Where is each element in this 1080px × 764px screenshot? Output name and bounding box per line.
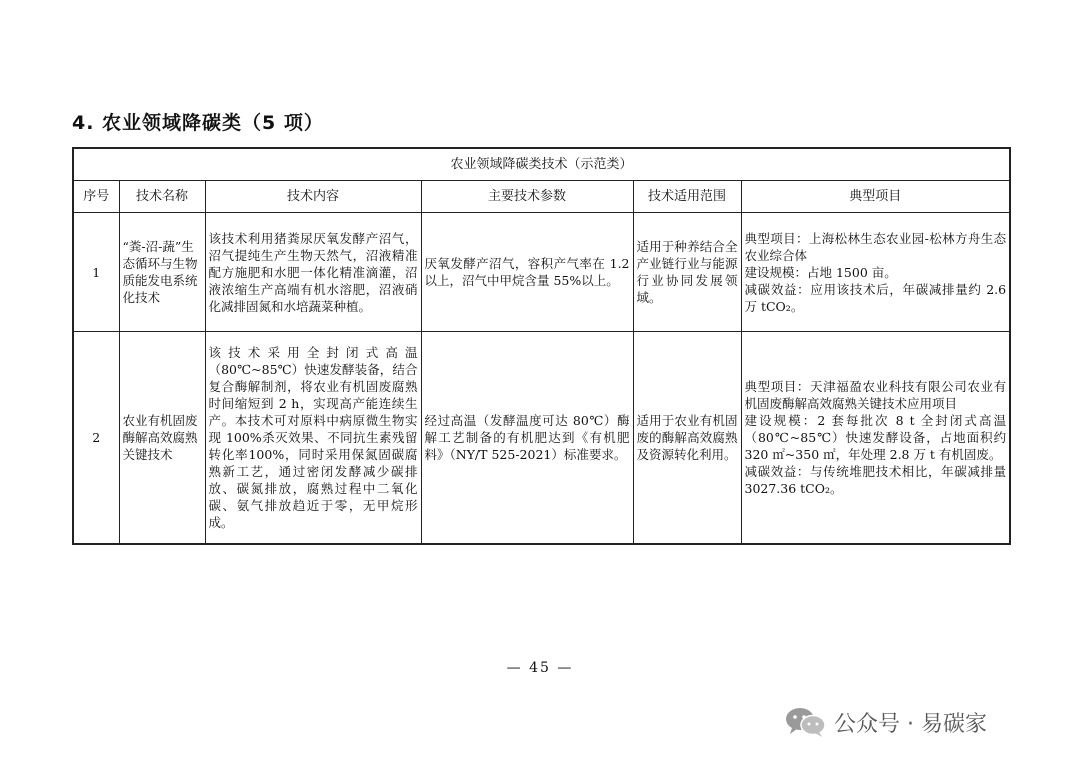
row-params: 经过高温（发酵温度可达 80℃）酶解工艺制备的有机肥达到《有机肥料》（NY/T 525-2021）标准要求。 bbox=[421, 332, 633, 545]
table-row bbox=[73, 332, 1010, 545]
row-index: 2 bbox=[73, 332, 119, 545]
row-scope: 适用于农业有机固废的酶解高效腐熟及资源转化利用。 bbox=[633, 332, 741, 545]
row-params: 厌氧发酵产沼气，容积产气率在 1.2 以上，沼气中甲烷含量 55%以上。 bbox=[421, 213, 633, 332]
wechat-icon bbox=[784, 706, 828, 738]
row-tech-name: 农业有机固废酶解高效腐熟关键技术 bbox=[119, 332, 205, 545]
row-tech-name: “粪-沼-蔬”生态循环与生物质能发电系统化技术 bbox=[119, 213, 205, 332]
row-content: 该技术采用全封闭式高温（80℃~85℃）快速发酵装备，结合复合酶解制剂，将农业有机固废腐熟时间缩短到 2 h，实现高产能连续生产。本技术可对原料中病原微生物实现 100%杀灭效果、不同抗生素残留转化率100%，同时采用保氮固碳腐熟新工艺，通过密闭发酵减少碳排放、碳氮排放，腐熟过程中二氧化碳、氨气排放趋近于零，无甲烷形成。 bbox=[205, 332, 421, 545]
row-content: 该技术利用猪粪尿厌氧发酵产沼气，沼气提纯生产生物天然气，沼液精准配方施肥和水肥一体化精准滴灌，沼液浓缩生产高端有机水溶肥，沼液硝化减排固氮和水培蔬菜种植。 bbox=[205, 213, 421, 332]
row-scope: 适用于种养结合全产业链行业与能源行业协同发展领域。 bbox=[633, 213, 741, 332]
table-row bbox=[73, 213, 1010, 332]
watermark-text: 公众号 · 易碳家 bbox=[834, 711, 987, 737]
row-project: 典型项目：天津福盈农业科技有限公司农业有机固废酶解高效腐熟关键技术应用项目 建设规模：2 套每批次 8 t 全封闭式高温（80℃~85℃）快速发酵设备，占地面积约 320 ㎡~350 ㎡，年处理 2.8 万 t 有机固废。 减碳效益：与传统堆肥技术相比，年碳减排量 3027.36 tCO₂。 bbox=[741, 332, 1010, 545]
watermark bbox=[784, 706, 987, 738]
page-number: — 45 — bbox=[506, 660, 574, 676]
header-name: 技术名称 bbox=[119, 181, 205, 213]
technology-table bbox=[72, 147, 1011, 545]
header-params: 主要技术参数 bbox=[421, 181, 633, 213]
header-scope: 技术适用范围 bbox=[633, 181, 741, 213]
header-index: 序号 bbox=[73, 181, 119, 213]
row-index: 1 bbox=[73, 213, 119, 332]
table-caption: 农业领域降碳类技术（示范类） bbox=[73, 148, 1010, 181]
header-project: 典型项目 bbox=[741, 181, 1010, 213]
section-heading: 4. 农业领域降碳类（5 项） bbox=[72, 112, 324, 134]
header-content: 技术内容 bbox=[205, 181, 421, 213]
row-project: 典型项目：上海松林生态农业园-松林方舟生态农业综合体 建设规模：占地 1500 亩。 减碳效益：应用该技术后，年碳减排量约 2.6 万 tCO₂。 bbox=[741, 213, 1010, 332]
